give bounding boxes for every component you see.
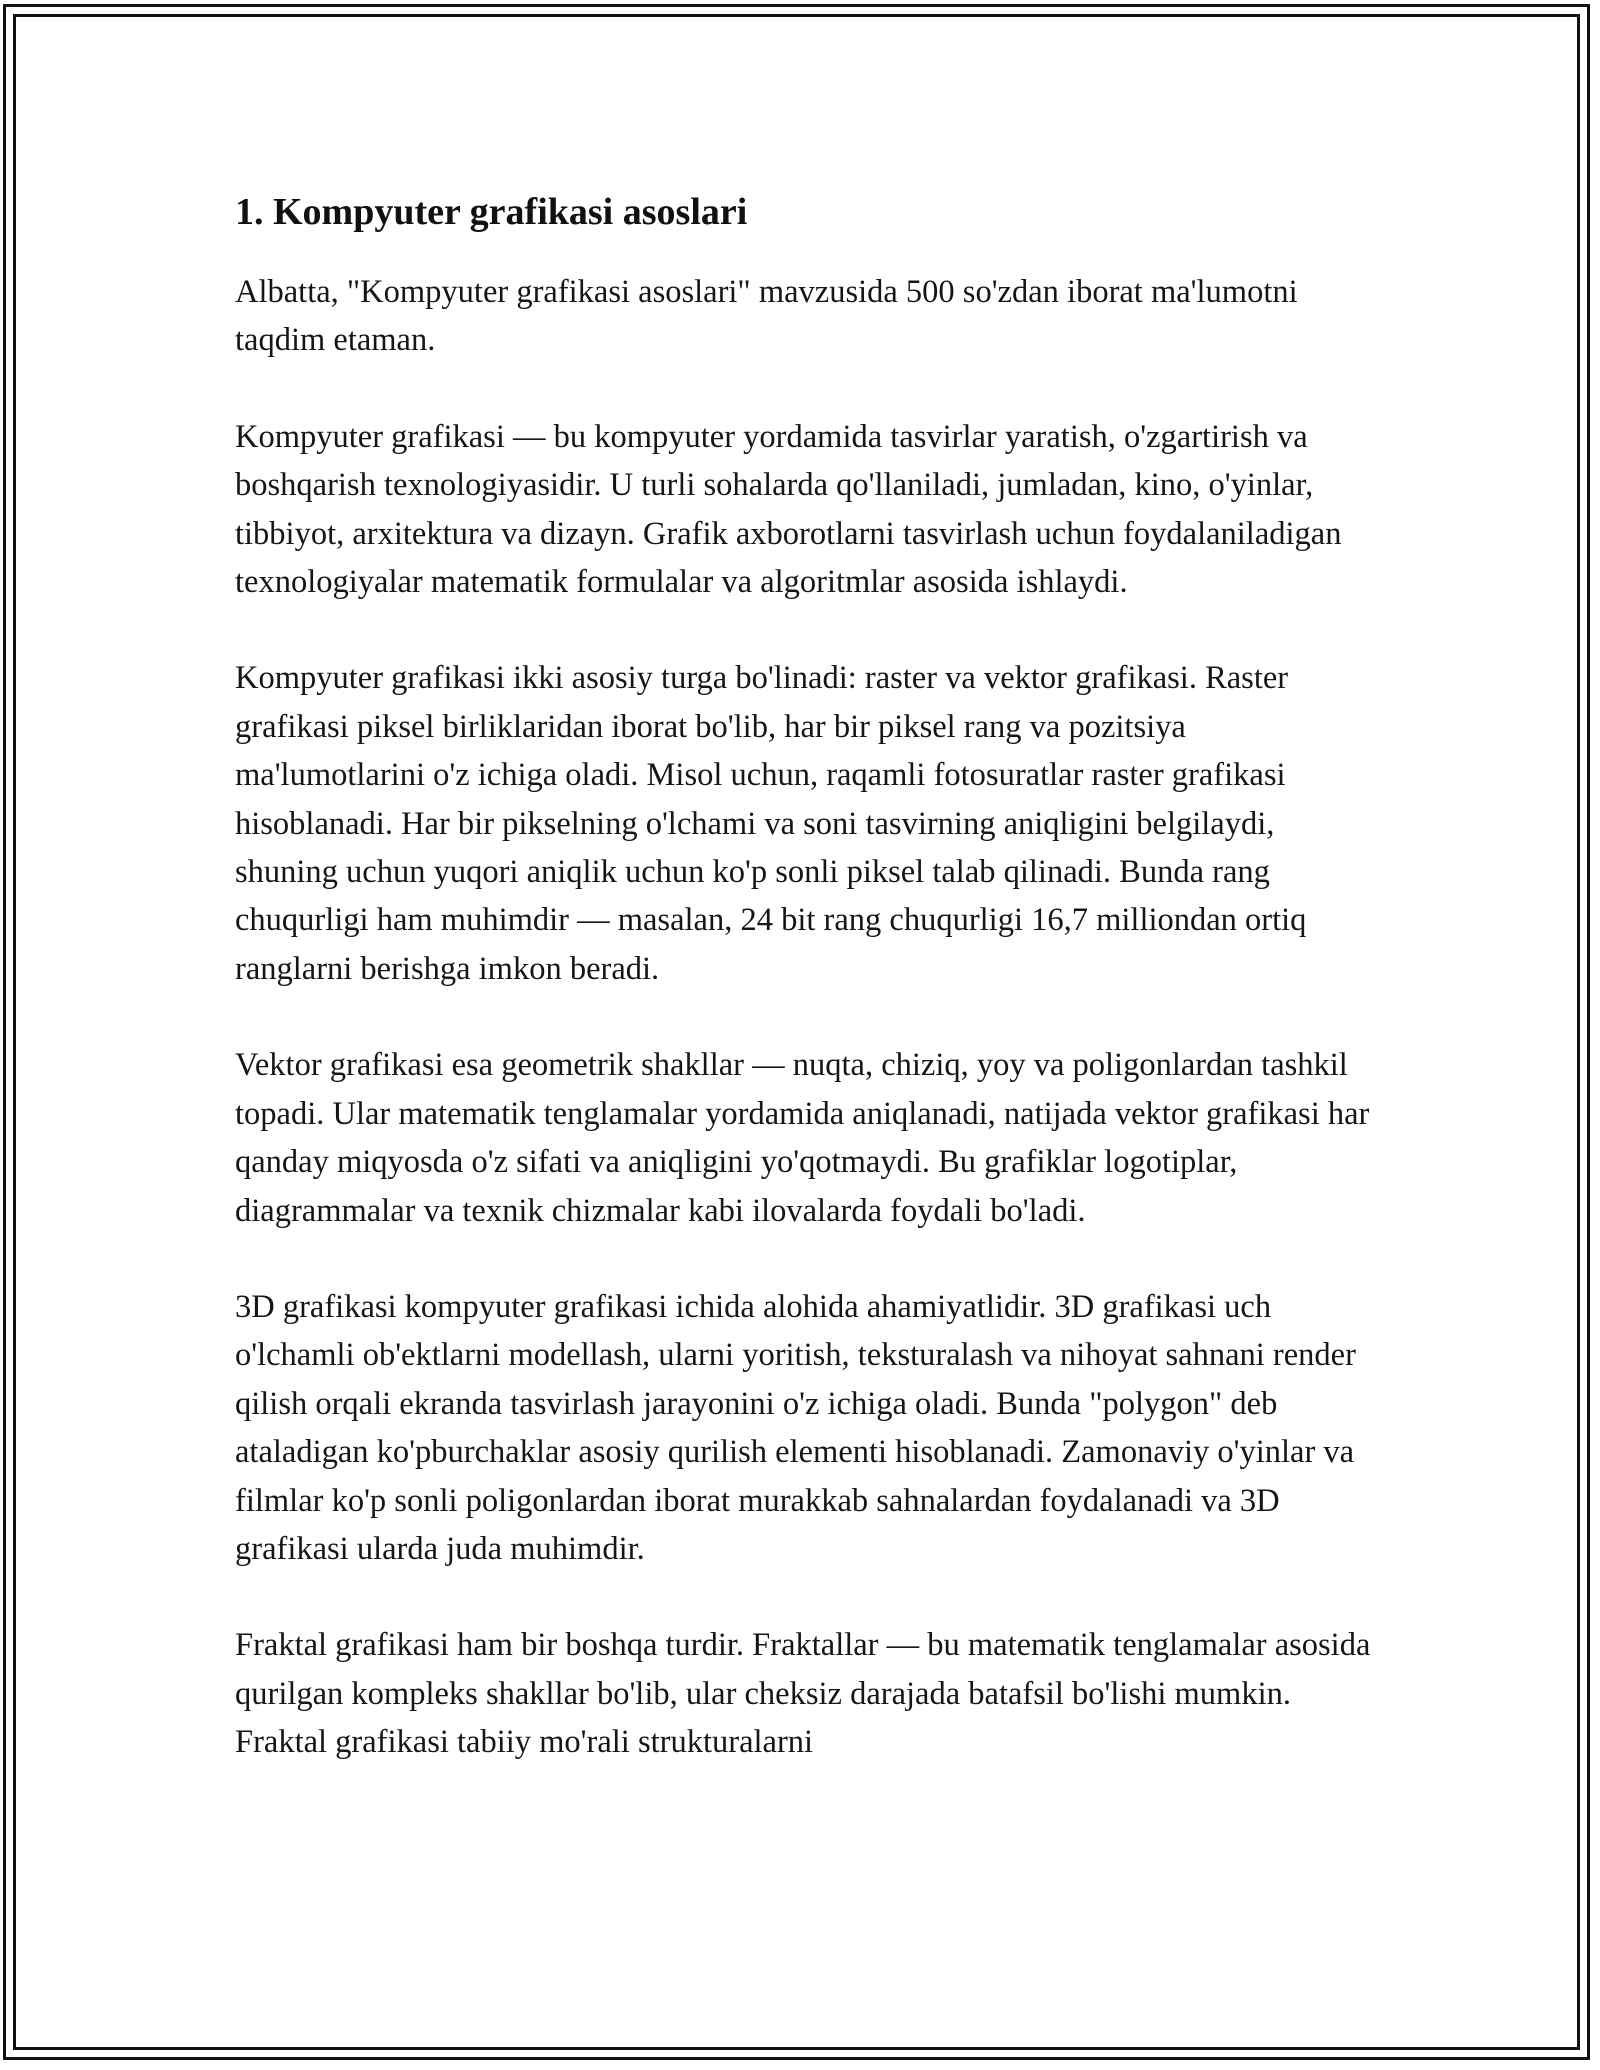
- paragraph-vector: Vektor grafikasi esa geometrik shakllar — nuqta, chiziq, yoy va poligonlardan tashkil topadi. Ular matematik tenglamalar yordamida aniqlanadi, natijada vektor grafikasi har qanday miqyosda o'z sifati va aniqligini yo'qotmaydi. Bu grafiklar logotiplar, diagrammalar va texnik chizmalar kabi ilovalarda foydali bo'ladi.: [235, 1047, 1370, 1229]
- paragraph-definition: Kompyuter grafikasi — bu kompyuter yordamida tasvirlar yaratish, o'zgartirish va boshqarish texnologiyasidir. U turli sohalarda qo'llaniladi, jumladan, kino, o'yinlar, tibbiyot, arxitektura va dizayn. Grafik axborotlarni tasvirlash uchun foydalaniladigan texnologiyalar matematik formulalar va algoritmlar asosida ishlaydi.: [235, 418, 1342, 601]
- paragraph-intro: Albatta, "Kompyuter grafikasi asoslari" mavzusida 500 so'zdan iborat ma'lumotni taqdim etaman.: [235, 274, 1298, 359]
- paragraph-raster: Kompyuter grafikasi ikki asosiy turga bo'linadi: raster va vektor grafikasi. Raster grafikasi piksel birliklaridan iborat bo'lib, har bir piksel rang va pozitsiya ma'lumotlarini o'z ichiga oladi. Misol uchun, raqamli fotosuratlar raster grafikasi hisoblanadi. Har bir pikselning o'lchami va soni tasvirning aniqligini belgilaydi, shuning uchun yuqori aniqlik uchun ko'p sonli piksel talab qilinadi. Bunda rang chuqurligi ham muhimdir — masalan, 24 bit rang chuqurligi 16,7 milliondan ortiq ranglarni berishga imkon beradi.: [235, 660, 1307, 987]
- document-body: [235, 184, 1375, 1815]
- document-title: 1. Kompyuter grafikasi asoslari: [235, 191, 748, 233]
- paragraph-3d: 3D grafikasi kompyuter grafikasi ichida alohida ahamiyatlidir. 3D grafikasi uch o'lchamli ob'ektlarni modellash, ularni yoritish, teksturalash va nihoyat sahnani render qilish orqali ekranda tasvirlash jarayonini o'z ichiga oladi. Bunda "polygon" deb ataladigan ko'pburchaklar asosiy qurilish elementi hisoblanadi. Zamonaviy o'yinlar va filmlar ko'p sonli poligonlardan iborat murakkab sahnalardan foydalanadi va 3D grafikasi ularda juda muhimdir.: [235, 1288, 1356, 1567]
- paragraph-fractal: Fraktal grafikasi ham bir boshqa turdir. Fraktallar — bu matematik tenglamalar asosida qurilgan kompleks shakllar bo'lib, ular cheksiz darajada batafsil bo'lishi mumkin. Fraktal grafikasi tabiiy mo'rali strukturalarni: [235, 1627, 1371, 1761]
